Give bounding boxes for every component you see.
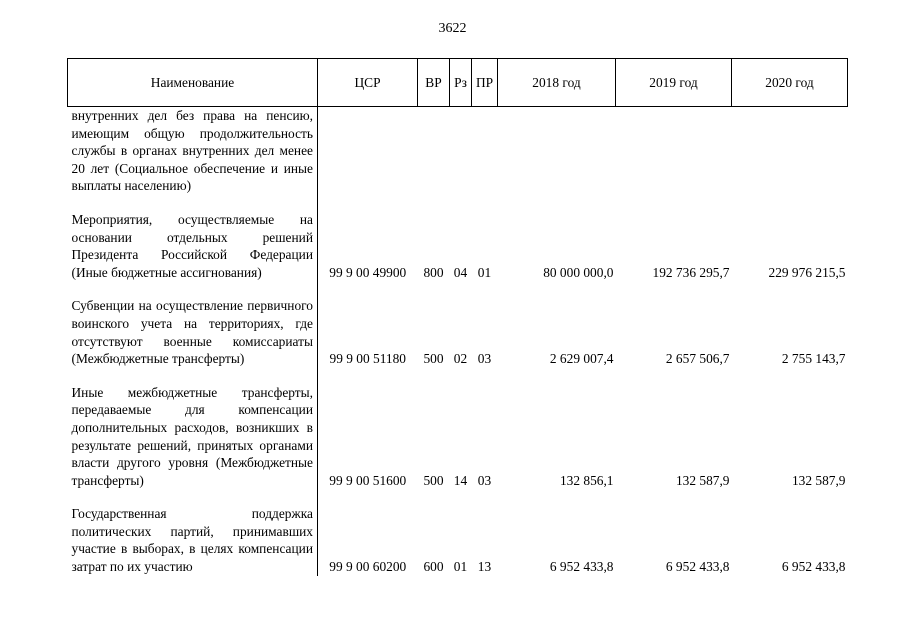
page-number: 3622 xyxy=(438,21,467,36)
row-name: Субвенции на осуществление первичного воинского учета на территориях, где отсутствуют военные комиссариаты (Межбюджетные трансферты) xyxy=(68,297,318,367)
table-row xyxy=(68,505,848,575)
row-spacer xyxy=(68,281,848,297)
row-pr xyxy=(472,107,498,195)
table-row xyxy=(68,211,848,281)
row-csr: 99 9 00 60200 xyxy=(329,559,407,575)
row-pr: 03 xyxy=(477,472,492,488)
table-row xyxy=(68,107,848,195)
row-vr: 500 xyxy=(423,351,444,367)
row-2018: 132 856,1 xyxy=(559,472,614,488)
table-header-row xyxy=(68,59,848,107)
header-2020: 2020 год xyxy=(732,59,848,107)
row-2020: 6 952 433,8 xyxy=(781,559,846,575)
row-2018: 2 629 007,4 xyxy=(549,351,614,367)
header-name: Наименование xyxy=(68,59,318,107)
row-name: Иные межбюджетные трансферты, передаваемые для компенсации дополнительных расходов, возникших в результате решений, принятых органами власти другого уровня (Межбюджетные трансферты) xyxy=(68,384,318,490)
row-2020: 2 755 143,7 xyxy=(781,351,846,367)
row-2018: 80 000 000,0 xyxy=(543,264,614,280)
row-vr xyxy=(418,107,450,195)
header-pr: ПР xyxy=(472,59,498,107)
budget-table xyxy=(67,58,848,576)
row-2018 xyxy=(498,107,616,195)
row-spacer xyxy=(68,368,848,384)
header-csr: ЦСР xyxy=(318,59,418,107)
row-rz: 01 xyxy=(453,559,468,575)
row-2020 xyxy=(732,107,848,195)
header-rz: Рз xyxy=(450,59,472,107)
row-spacer xyxy=(68,489,848,505)
row-2020: 229 976 215,5 xyxy=(768,264,846,280)
row-name: внутренних дел без права на пенсию, имеющим общую продолжительность службы в органах внутренних дел менее 20 лет (Социальное обеспечение и иные выплаты населению) xyxy=(68,107,318,195)
row-2019: 6 952 433,8 xyxy=(665,559,730,575)
header-vr: ВР xyxy=(418,59,450,107)
row-vr: 500 xyxy=(423,472,444,488)
row-rz: 02 xyxy=(453,351,468,367)
row-2020: 132 587,9 xyxy=(791,472,846,488)
row-2018: 6 952 433,8 xyxy=(549,559,614,575)
row-pr: 13 xyxy=(477,559,492,575)
row-vr: 800 xyxy=(423,264,444,280)
row-2019: 2 657 506,7 xyxy=(665,351,730,367)
row-spacer xyxy=(68,195,848,211)
table-row xyxy=(68,384,848,490)
row-pr: 03 xyxy=(477,351,492,367)
row-2019 xyxy=(616,107,732,195)
header-2018: 2018 год xyxy=(498,59,616,107)
row-2019: 192 736 295,7 xyxy=(652,264,730,280)
row-rz: 14 xyxy=(453,472,468,488)
row-2019: 132 587,9 xyxy=(675,472,730,488)
row-name: Мероприятия, осуществляемые на основании отдельных решений Президента Российской Федерации (Иные бюджетные ассигнования) xyxy=(68,211,318,281)
row-csr: 99 9 00 51180 xyxy=(329,351,406,367)
row-pr: 01 xyxy=(477,264,492,280)
header-2019: 2019 год xyxy=(616,59,732,107)
row-rz xyxy=(450,107,472,195)
table-row xyxy=(68,297,848,367)
row-name: Государственная поддержка политических партий, принимавших участие в выборах, в целях компенсации затрат по их участию xyxy=(68,505,318,575)
row-csr xyxy=(318,107,418,195)
row-vr: 600 xyxy=(423,559,444,575)
row-csr: 99 9 00 51600 xyxy=(329,472,407,488)
row-csr: 99 9 00 49900 xyxy=(329,264,407,280)
row-rz: 04 xyxy=(453,264,468,280)
